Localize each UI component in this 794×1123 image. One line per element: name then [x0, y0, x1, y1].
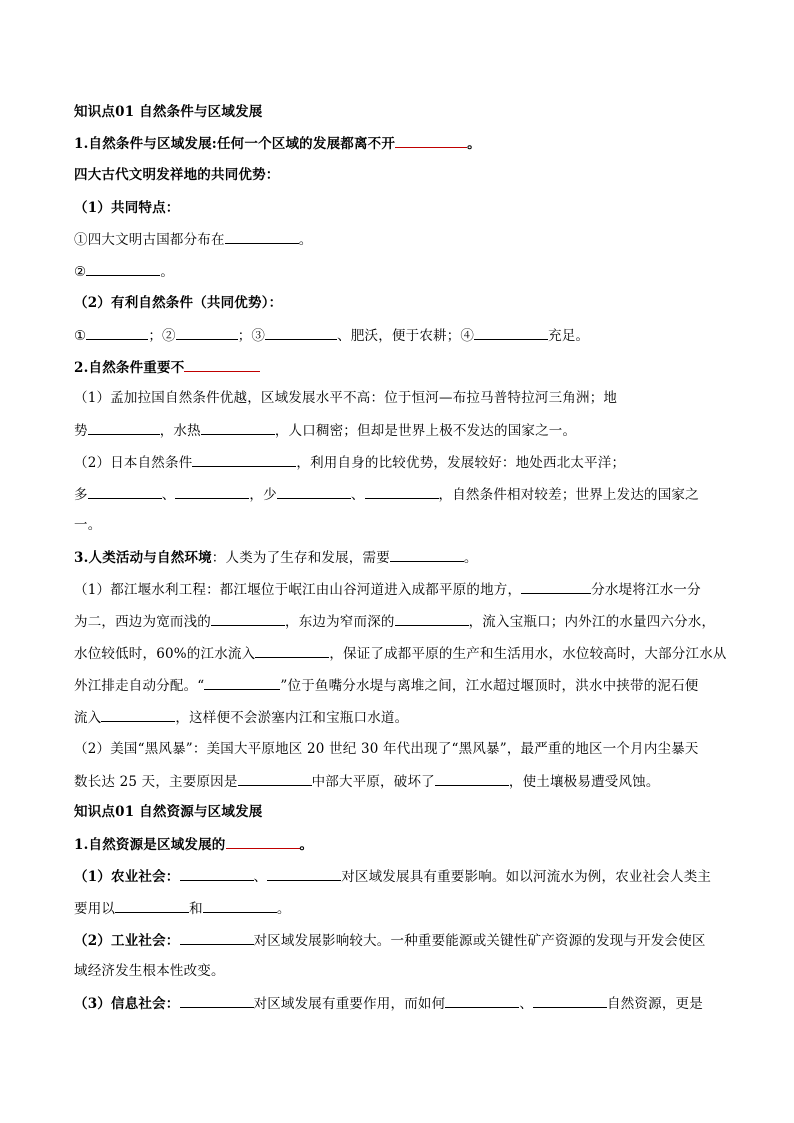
text: ：人类为了生存和发展，需要 [211, 550, 390, 566]
japan-line-1 [74, 453, 722, 472]
item-1-line [74, 134, 722, 153]
text: 多 [74, 487, 88, 503]
text: 自然资源，更是 [607, 996, 703, 1012]
section-heading-natural-conditions: 知识点01 自然条件与区域发展 [74, 104, 263, 120]
punct: 。 [160, 264, 175, 280]
text: 、 [350, 487, 365, 503]
fill-blank[interactable] [184, 358, 260, 372]
favorable-conditions-label: （2）有利自然条件（共同优势）： [74, 295, 283, 311]
punct: 。 [299, 837, 314, 853]
text: （2）日本自然条件 [74, 455, 193, 471]
agricultural-society-line-1 [74, 867, 722, 886]
fill-blank[interactable] [238, 772, 312, 786]
text: ，自然条件相对较差；世界上发达的国家之 [438, 487, 699, 503]
industrial-society-line-2: 域经济发生根本性改变。 [74, 963, 225, 979]
text: 对区域发展有重要作用，而如何 [253, 996, 446, 1012]
text: 、 [253, 869, 268, 885]
text: （1）都江堰水利工程：都江堰位于岷江由山谷河道进入成都平原的地方， [74, 582, 522, 598]
fill-blank[interactable] [180, 931, 254, 945]
feature-2-line [74, 262, 722, 281]
industrial-society-label: （2）工业社会： [74, 933, 180, 949]
feature-2-marker: ② [74, 264, 87, 280]
text: 分水堤将江水一分 [591, 582, 701, 598]
fill-blank[interactable] [226, 835, 300, 849]
punct: 。 [276, 901, 291, 917]
punct: 。 [467, 136, 481, 152]
item-1-text: 1.自然条件与区域发展:任何一个区域的发展都离不开 [74, 136, 396, 152]
fill-blank[interactable] [390, 548, 464, 562]
text: 和 [189, 901, 203, 917]
fill-blank[interactable] [267, 867, 341, 881]
fill-blank[interactable] [533, 994, 607, 1008]
text: 水位较低时，60%的江水流入 [74, 646, 256, 662]
feature-1-text: ①四大文明古国都分布在 [74, 232, 225, 248]
text: ，人口稠密；但却是世界上极不发达的国家之一。 [274, 423, 577, 439]
item-2-line [74, 358, 722, 377]
text: 外江排走自动分配。“ [74, 678, 205, 694]
resources-item-1-text: 1.自然资源是区域发展的 [74, 837, 226, 853]
dujiangyan-line-3 [74, 644, 727, 663]
dujiangyan-line-5 [74, 708, 722, 727]
fill-blank[interactable] [180, 867, 254, 881]
fill-blank[interactable] [176, 326, 238, 340]
information-society-label: （3）信息社会： [74, 996, 180, 1012]
feature-1-line [74, 230, 722, 249]
fill-blank[interactable] [395, 612, 469, 626]
fill-blank[interactable] [521, 580, 591, 594]
text: 、肥沃，便于农耕；④ [337, 328, 475, 344]
fill-blank[interactable] [365, 485, 439, 499]
text: 对区域发展具有重要影响。如以河流水为例，农业社会人类主 [341, 869, 712, 885]
dujiangyan-line-1 [74, 580, 722, 599]
text: ，水热 [159, 423, 201, 439]
fill-blank[interactable] [225, 230, 299, 244]
common-features-label: （1）共同特点： [74, 200, 180, 216]
fill-blank[interactable] [175, 485, 249, 499]
dust-bowl-line-2 [74, 772, 722, 791]
fill-blank[interactable] [86, 326, 148, 340]
dujiangyan-line-4 [74, 676, 722, 695]
fill-blank[interactable] [435, 772, 509, 786]
text: ，利用自身的比较优势，发展较好：地处西北太平洋； [296, 455, 626, 471]
text: 中部大平原，破坏了 [311, 774, 435, 790]
section-heading-natural-resources: 知识点01 自然资源与区域发展 [74, 804, 263, 820]
fill-blank[interactable] [445, 994, 519, 1008]
punct: 。 [463, 550, 478, 566]
fill-blank[interactable] [115, 899, 189, 913]
japan-line-3: 一。 [74, 517, 102, 533]
fill-blank[interactable] [88, 421, 160, 435]
text: ，使土壤极易遭受风蚀。 [508, 774, 660, 790]
text: ，保证了成都平原的生产和生活用水，水位较高时，大部分江水从 [329, 646, 727, 662]
fill-blank[interactable] [211, 612, 285, 626]
dust-bowl-line-1: （2）美国“黑风暴”：美国大平原地区 20 世纪 30 年代出现了“黑风暴”，最严重的地区一个月内尘暴天 [74, 741, 699, 757]
resources-item-1-line [74, 835, 722, 854]
text: 为二，西边为宽而浅的 [74, 614, 211, 630]
japan-line-2 [74, 485, 722, 504]
text: 充足。 [548, 328, 590, 344]
text: 、 [161, 487, 176, 503]
fill-blank[interactable] [277, 485, 351, 499]
marker: ① [74, 328, 87, 344]
text: 对区域发展影响较大。一种重要能源或关键性矿产资源的发现与开发会使区 [253, 933, 706, 949]
fill-blank[interactable] [255, 644, 329, 658]
text: ，流入宝瓶口；内外江的水量四六分水， [468, 614, 716, 630]
fill-blank[interactable] [192, 453, 296, 467]
agricultural-society-line-2 [74, 899, 722, 918]
industrial-society-line-1 [74, 931, 722, 950]
fill-blank[interactable] [86, 262, 160, 276]
fill-blank[interactable] [265, 326, 337, 340]
text: ，这样便不会淤塞内江和宝瓶口水道。 [175, 710, 409, 726]
item-3-line [74, 548, 722, 567]
item-2-text: 2.自然条件重要不 [74, 360, 185, 376]
item-3-heading: 3.人类活动与自然环境 [74, 550, 212, 566]
text: 流入 [74, 710, 102, 726]
text: ，东边为窄而深的 [285, 614, 395, 630]
four-civilizations-title: 四大古代文明发祥地的共同优势： [74, 167, 280, 183]
dujiangyan-line-2 [74, 612, 722, 631]
punct: 。 [298, 232, 313, 248]
fill-blank[interactable] [101, 708, 175, 722]
marker: ；② [148, 328, 176, 344]
fill-blank[interactable] [88, 485, 162, 499]
fill-blank[interactable] [395, 134, 467, 148]
text: ，少 [249, 487, 277, 503]
fill-blank[interactable] [201, 421, 275, 435]
fill-blank[interactable] [180, 994, 254, 1008]
text: ”位于鱼嘴分水堤与离堆之间，江水超过堰顶时，洪水中挟带的泥石便 [280, 678, 699, 694]
text: 、 [519, 996, 534, 1012]
marker: ；③ [237, 328, 266, 344]
text: 要用以 [74, 901, 116, 917]
text: 势 [74, 423, 88, 439]
text: 数长达 25 天，主要原因是 [74, 774, 238, 790]
favorable-conditions-line [74, 326, 722, 345]
information-society-line-1 [74, 994, 722, 1013]
fill-blank[interactable] [204, 676, 280, 690]
bangladesh-line-2 [74, 421, 722, 440]
fill-blank[interactable] [203, 899, 277, 913]
bangladesh-line-1: （1）孟加拉国自然条件优越，区域发展水平不高：位于恒河—布拉马普特拉河三角洲；地 [74, 390, 618, 406]
fill-blank[interactable] [474, 326, 548, 340]
agricultural-society-label: （1）农业社会： [74, 869, 180, 885]
